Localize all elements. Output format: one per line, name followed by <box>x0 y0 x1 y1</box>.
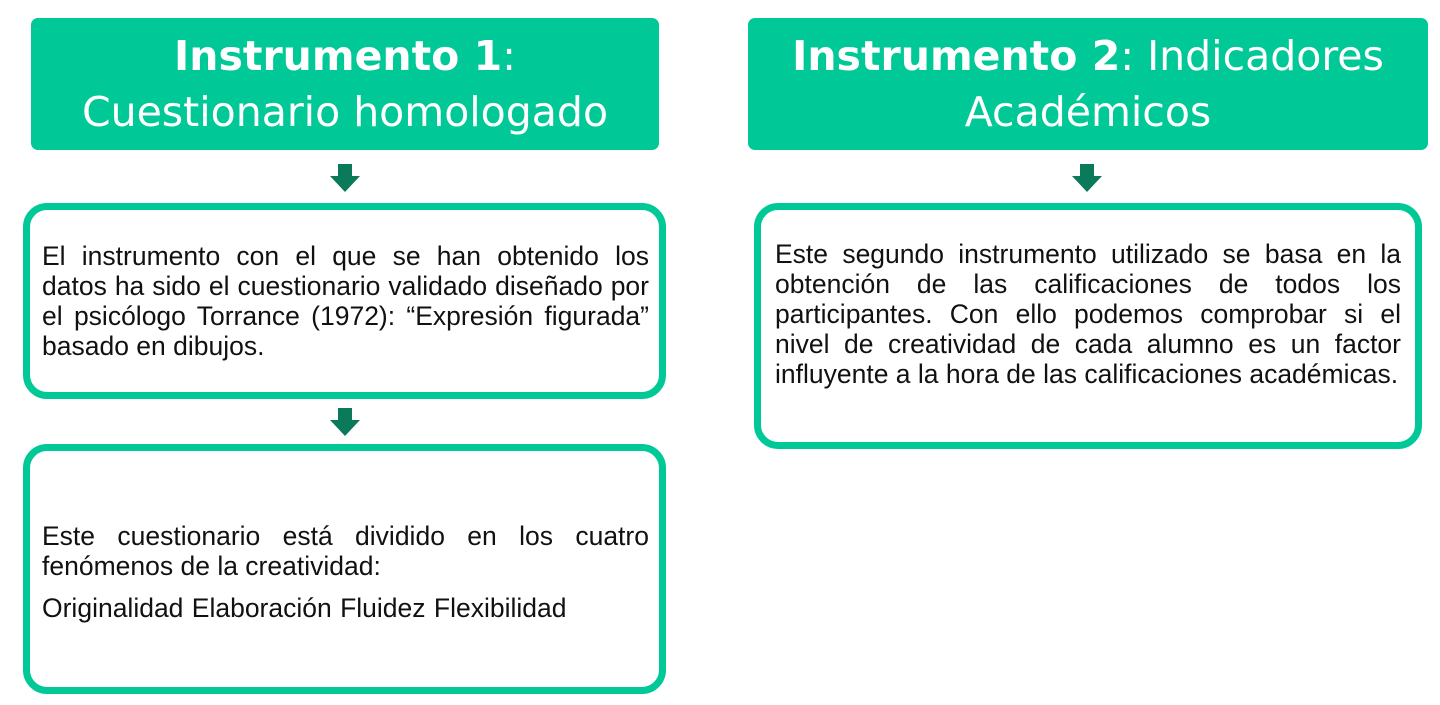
instrument-1-phenomena-list: Originalidad Elaboración Fluidez Flexibilidad <box>42 593 567 623</box>
instrument-2-description-box <box>754 203 1422 449</box>
instrument-1-description-box <box>23 203 666 399</box>
instrument-2-title-rest: : Indicadores <box>1120 32 1384 80</box>
instrument-2-title-line <box>792 28 1384 84</box>
instrument-1-phenomena-intro: Este cuestionario está dividido en los cuatro fenómenos de la creatividad: <box>42 521 649 581</box>
arrow-down-icon <box>330 408 360 436</box>
instrument-2-description: Este segundo instrumento utilizado se basa en la obtención de las calificaciones de todos los participantes. Con ello podemos comprobar si el nivel de creatividad de cada alumno es un factor influyente a la hora de las calificaciones académicas. <box>775 239 1401 389</box>
instrument-1-description: El instrumento con el que se han obtenido los datos ha sido el cuestionario validado diseñado por el psicólogo Torrance (1972): “Expresión figurada” basado en dibujos. <box>42 241 649 361</box>
arrow-down-icon <box>330 164 360 192</box>
instrument-2-subtitle: Académicos <box>964 88 1212 136</box>
arrow-down-icon <box>1072 164 1102 192</box>
instrument-1-header <box>31 18 659 150</box>
instrument-1-title-separator: : <box>502 32 516 80</box>
instrument-1-subtitle: Cuestionario homologado <box>81 88 609 136</box>
instrument-2-title: Instrumento 2 <box>792 32 1121 80</box>
instrument-1-title: Instrumento 1 <box>174 32 503 80</box>
instrument-2-header <box>748 18 1428 150</box>
instrument-1-title-line <box>174 28 516 84</box>
instrument-1-phenomena-box <box>23 444 666 694</box>
